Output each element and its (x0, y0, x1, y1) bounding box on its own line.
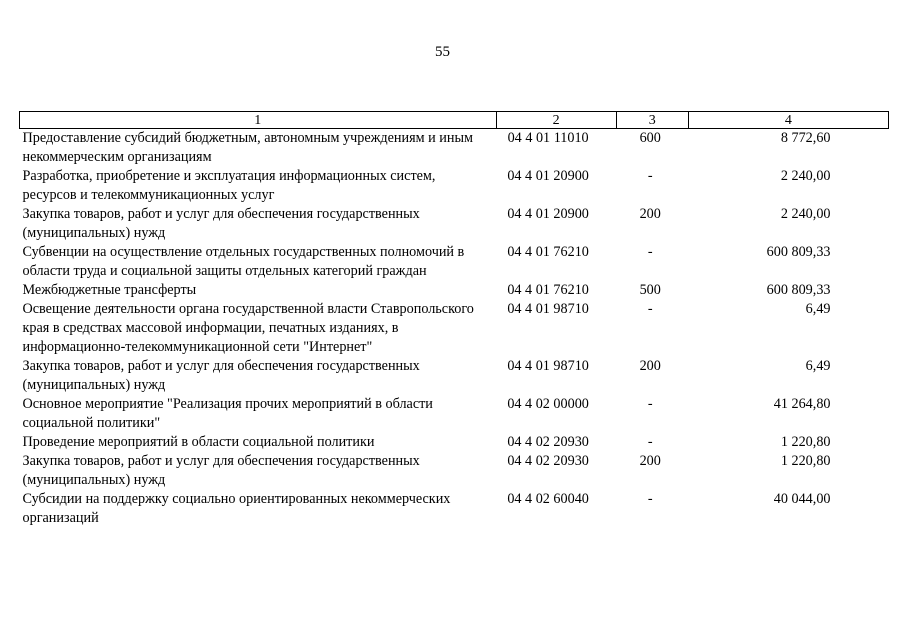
table-row (20, 395, 889, 433)
row-code: 04 4 01 20900 (507, 168, 589, 184)
row-amount: 2 240,00 (780, 168, 831, 184)
header-col-4: 4 (688, 112, 888, 129)
table-row (20, 452, 889, 490)
table-row (20, 167, 889, 205)
row-amount: 6,49 (805, 301, 831, 317)
row-name: Закупка товаров, работ и услуг для обеспечения государственных (муниципальных) нужд (22, 453, 420, 488)
row-amount: 40 044,00 (773, 491, 831, 507)
row-type: 200 (639, 453, 661, 469)
row-code: 04 4 01 76210 (507, 244, 589, 260)
row-type: 200 (639, 206, 661, 222)
row-name: Субвенции на осуществление отдельных государственных полномочий в области труда и социальной защиты отдельных категорий граждан (22, 244, 465, 279)
row-code: 04 4 02 00000 (507, 396, 589, 412)
row-code: 04 4 01 11010 (507, 130, 589, 146)
table-row (20, 281, 889, 300)
table-row (20, 243, 889, 281)
row-code: 04 4 01 98710 (507, 358, 589, 374)
row-code: 04 4 02 20930 (507, 434, 589, 450)
header-col-2: 2 (496, 112, 616, 129)
row-code: 04 4 02 60040 (507, 491, 589, 507)
row-name: Межбюджетные трансферты (22, 282, 197, 298)
row-code: 04 4 01 20900 (507, 206, 589, 222)
budget-table (19, 111, 889, 528)
row-amount: 2 240,00 (780, 206, 831, 222)
row-type: - (647, 244, 653, 260)
row-type: 200 (639, 358, 661, 374)
row-name: Субсидии на поддержку социально ориентированных некоммерческих организаций (22, 491, 451, 526)
row-type: 600 (639, 130, 661, 146)
header-row (20, 112, 889, 129)
row-amount: 1 220,80 (780, 434, 831, 450)
page-number: 55 (435, 44, 450, 60)
table-row (20, 490, 889, 528)
table-row (20, 129, 889, 168)
row-name: Проведение мероприятий в области социальной политики (22, 434, 375, 450)
row-name: Закупка товаров, работ и услуг для обеспечения государственных (муниципальных) нужд (22, 358, 420, 393)
table-row (20, 300, 889, 357)
header-col-3: 3 (616, 112, 688, 129)
row-amount: 1 220,80 (780, 453, 831, 469)
table-row (20, 205, 889, 243)
row-amount: 600 809,33 (766, 282, 831, 298)
row-type: - (647, 168, 653, 184)
table-row (20, 433, 889, 452)
row-code: 04 4 01 76210 (507, 282, 589, 298)
row-name: Закупка товаров, работ и услуг для обеспечения государственных (муниципальных) нужд (22, 206, 420, 241)
row-code: 04 4 02 20930 (507, 453, 589, 469)
row-type: - (647, 491, 653, 507)
row-amount: 41 264,80 (773, 396, 831, 412)
row-name: Разработка, приобретение и эксплуатация информационных систем, ресурсов и телекоммуникационных услуг (22, 168, 436, 203)
row-type: - (647, 434, 653, 450)
row-name: Предоставление субсидий бюджетным, автономным учреждениям и иным некоммерческим организациям (22, 130, 473, 165)
table-row (20, 357, 889, 395)
row-type: - (647, 396, 653, 412)
row-type: 500 (639, 282, 661, 298)
row-name: Освещение деятельности органа государственной власти Ставропольского края в средствах массовой информации, печатных изданиях, в информационно-телекоммуникационной сети "Интернет" (22, 301, 474, 355)
row-type: - (647, 301, 653, 317)
row-name: Основное мероприятие "Реализация прочих мероприятий в области социальной политики" (22, 396, 433, 431)
header-col-1: 1 (20, 112, 497, 129)
row-code: 04 4 01 98710 (507, 301, 589, 317)
row-amount: 6,49 (805, 358, 831, 374)
row-amount: 600 809,33 (766, 244, 831, 260)
row-amount: 8 772,60 (780, 130, 831, 146)
